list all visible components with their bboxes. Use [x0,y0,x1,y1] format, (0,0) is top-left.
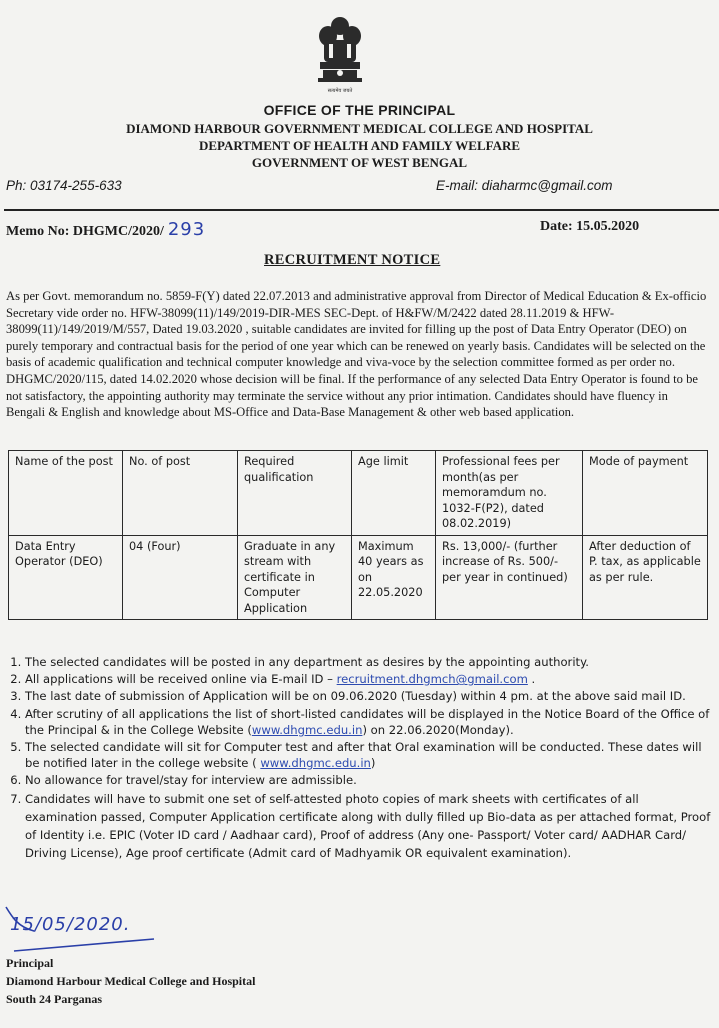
cell-age-limit: Maximum 40 years as on 22.05.2020 [352,535,436,620]
list-item: 7. Candidates will have to submit one set of self-attested photo copies of mark sheets with certificates of all examination passed, Computer Application certificate along with dully filled up Bio-data as per attached format, Proof of Identity i.e. EPIC (Voter ID card / Aadhaar card), Proof of address (Any one- Passport/ Voter card/ AADHAR Card/ Driving License), Age proof certificate (Admit card of Madhyamik OR equivalent examination). [25,790,713,862]
table-row [9,535,708,620]
memo-date: Date: 15.05.2020 [540,219,640,234]
post-details-table [8,450,708,620]
cell-fees: Rs. 13,000/- (further increase of Rs. 500/- per year in continued) [436,535,583,620]
header-cell-fees: Professional fees per month(as per memoramdum no. 1032-F(P2), dated 08.02.2019) [436,451,583,536]
recruitment-email-link[interactable]: recruitment.dhgmch@gmail.com [336,672,528,687]
handwritten-date: 15/05/2020. [10,914,131,935]
notice-title: RECRUITMENT NOTICE [264,252,441,268]
header-divider [4,209,719,211]
list-item: 6. No allowance for travel/stay for interview are admissible. [25,772,713,788]
emblem-motto: सत्यमेव जयते [327,88,353,94]
college-name: DIAMOND HARBOUR GOVERNMENT MEDICAL COLLEGE AND HOSPITAL [126,121,593,136]
college-website-link-2[interactable]: www.dhgmc.edu.in [260,756,371,771]
header-cell-payment-mode: Mode of payment [583,451,708,536]
state-emblem-icon [310,14,370,96]
college-website-link[interactable]: www.dhgmc.edu.in [251,722,363,737]
memo-label: Memo No: DHGMC/2020/ [6,224,164,239]
cell-post-name: Data Entry Operator (DEO) [9,535,123,620]
list-item: 4. After scrutiny of all applications the list of short-listed candidates will be displayed in the Notice Board of the Office of the Principal & in the College Website (www.dhgmc.edu.in) on 22.06.2020(Monday). [25,706,713,738]
table-header-row [9,451,708,536]
list-item: 5. The selected candidate will sit for Computer test and after that Oral examination will be conducted. These dates will be notified later in the college website ( www.dhgmc.edu.in) [25,739,713,771]
government-name: GOVERNMENT OF WEST BENGAL [251,155,468,170]
header-cell-qualification: Required qualification [238,451,352,536]
header-cell-age-limit: Age limit [352,451,436,536]
signatory-district: South 24 Parganas [6,992,103,1006]
list-item: 1. The selected candidates will be posted in any department as desires by the appointing authority. [25,654,713,670]
cell-payment-mode: After deduction of P. tax, as applicable as per rule. [583,535,708,620]
cell-post-count: 04 (Four) [123,535,238,620]
memo-number [6,219,205,240]
office-title: OFFICE OF THE PRINCIPAL [263,102,456,118]
memo-handwritten-number: 293 [167,219,206,240]
intro-paragraph: As per Govt. memorandum no. 5859-F(Y) dated 22.07.2013 and administrative approval from Director of Medical Education & Ex-officio Secretary vide order no. HFW-38099(11)/149/2019-DIR-MES SEC-Dept. of H&FW/M/2422 dated 28.11.2019 & HFW-38099(11)/149/2019/M/557, Dated 19.03.2020 , suitable candidates are invited for filling up the post of Data Entry Operator (DEO) on purely temporary and contractual basis for the period of one year which can be renewed on yearly basis. Candidates will be selected on the basis of academic qualification and technical computer knowledge and viva-voce by the selection committee formed as per order no. DHGMC/2020/115, dated 14.02.2020 whose decision will be final. If the performance of any selected Data Entry Operator is found to be not satisfactory, the appointing authority may terminate the service without any prior intimation. Candidates should have fluency in Bengali & English and knowledge about MS-Office and Data-Base Management & other web based application. [6,289,707,420]
signatory-title: Principal [6,956,54,970]
cell-qualification: Graduate in any stream with certificate in Computer Application [238,535,352,620]
phone-number: Ph: 03174-255-633 [6,178,122,193]
list-item: 3. The last date of submission of Application will be on 09.06.2020 (Tuesday) within 4 pm. at the above said mail ID. [25,688,713,704]
instructions-list [22,654,713,863]
header-cell-post-count: No. of post [123,451,238,536]
email-address: E-mail: diaharmc@gmail.com [436,178,613,193]
signatory-institution: Diamond Harbour Medical College and Hospital [6,974,256,988]
list-item: 2. All applications will be received online via E-mail ID – recruitment.dhgmch@gmail.com . [25,671,713,687]
header-cell-post-name: Name of the post [9,451,123,536]
department-name: DEPARTMENT OF HEALTH AND FAMILY WELFARE [198,138,521,153]
